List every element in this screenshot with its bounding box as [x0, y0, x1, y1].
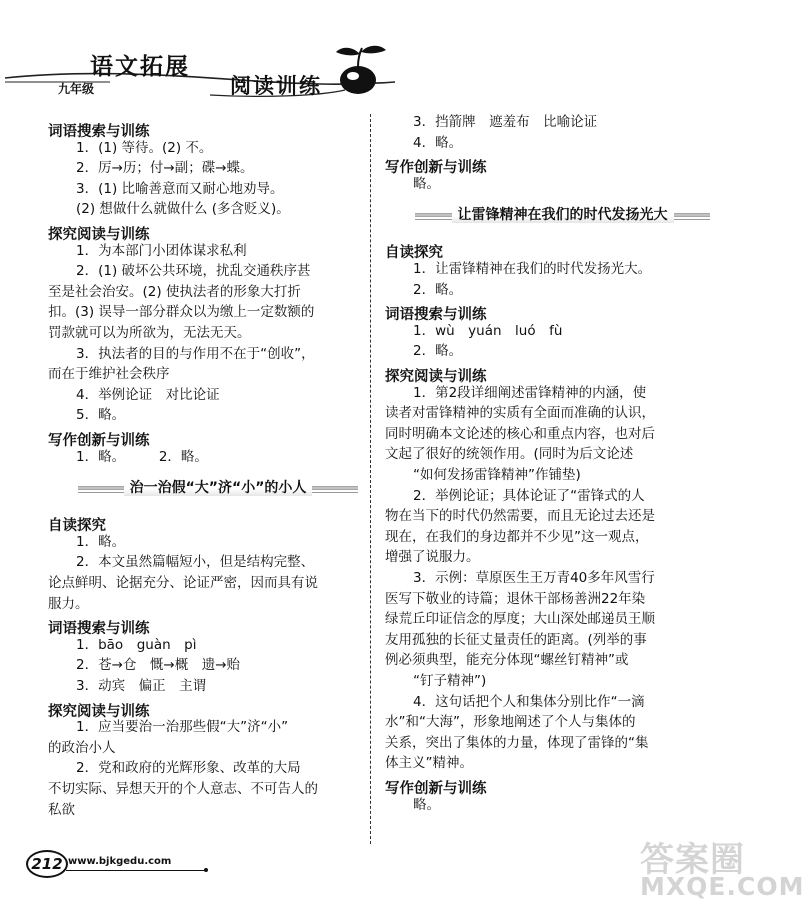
footer-url: www.bjkgedu.com	[68, 856, 172, 867]
answer-line: 4．举例论证 对比论证	[76, 386, 220, 403]
banner-text: 让雷锋精神在我们的时代发扬光大	[452, 207, 674, 223]
subtitle: 阅读训练	[230, 73, 322, 98]
section-heading: 探究阅读与训练	[48, 227, 150, 243]
answer-line: 1．略。 2．略。	[76, 448, 208, 465]
answer-line: “如何发扬雷锋精神”作铺垫)	[413, 467, 581, 483]
footer	[0, 840, 804, 901]
answer-line: 医写下敬业的诗篇；退休干部杨善洲22年染	[385, 590, 646, 607]
series-title: 语文拓展	[90, 53, 190, 80]
footer-rule	[66, 870, 206, 871]
answer-line: 友用孤独的长征丈量责任的距离。(列举的事	[385, 631, 647, 648]
section-heading: 探究阅读与训练	[385, 369, 487, 385]
section-heading: 词语搜索与训练	[48, 621, 150, 638]
banner-text: 治一治假“大”济“小”的小人	[124, 480, 313, 496]
answer-line: 文起了很好的统领作用。(同时为后文论述	[385, 446, 634, 463]
section-heading: 自读探究	[385, 245, 443, 262]
answer-line: 4．略。	[413, 134, 463, 151]
answer-line: 4．这句话把个人和集体分别比作“一滴	[413, 693, 645, 710]
answer-line: 略。	[413, 175, 440, 192]
section-heading: 词语搜索与训练	[385, 307, 487, 324]
answer-line: 私欲	[48, 801, 75, 818]
answer-line: 论点鲜明、论据充分、论证严密，因而具有说	[48, 575, 318, 591]
answer-line: 绿荒丘印证信念的厚度；大山深处邮递员王顺	[385, 611, 655, 628]
answer-line: 例必须典型，能充分体现“螺丝钉精神”或	[385, 652, 629, 669]
answer-line: 2．本文虽然篇幅短小，但是结构完整、	[76, 554, 315, 571]
answer-line: 水”和“大海”，形象地阐述了个人与集体的	[385, 714, 636, 731]
answer-line: 罚款就可以为所欲为，无法无天。	[48, 325, 251, 341]
column-divider	[370, 114, 372, 844]
answer-line: 扣。(3) 误导一部分群众以为缴上一定数额的	[48, 304, 315, 321]
section-heading: 词语搜索与训练	[48, 124, 150, 140]
answer-line: 3．挡箭牌 遮羞布 比喻论证	[413, 114, 598, 130]
answer-line: 而在于维护社会秩序	[48, 366, 170, 383]
section-heading: 探究阅读与训练	[48, 703, 150, 720]
grade-label: 九年级	[58, 82, 95, 96]
answer-line: 2．举例论证；具体论证了“雷锋式的人	[413, 487, 645, 504]
answer-line: 体主义”精神。	[385, 755, 473, 772]
answer-line: 1．略。	[76, 533, 126, 550]
answer-line: 同时明确本文论述的核心和重点内容，也对后	[385, 425, 655, 442]
answer-line: 5．略。	[76, 407, 126, 424]
answer-line: 1．让雷锋精神在我们的时代发扬光大。	[413, 261, 652, 277]
watermark-top: 答案圈	[640, 840, 745, 880]
footer-rule-dot	[204, 868, 208, 872]
answer-line: 服力。	[48, 595, 89, 612]
answer-line: 3．执法者的目的与作用不在于“创收”，	[76, 345, 315, 362]
answer-line: 读者对雷锋精神的实质有全面而准确的认识，	[385, 405, 655, 422]
answer-line: 的政治小人	[48, 739, 116, 756]
answer-line: “钉子精神”)	[413, 673, 487, 689]
answer-line: 2．党和政府的光辉形象、改革的大局	[76, 760, 301, 777]
watermark-domain: MXQE.COM	[640, 872, 804, 901]
article-title-banner	[78, 476, 358, 500]
answer-line: 关系，突出了集体的力量，体现了雷锋的“集	[385, 734, 649, 751]
answer-line: 3．示例：草原医生王万青40多年风雪行	[413, 570, 655, 586]
answer-line: 2．略。	[413, 343, 463, 360]
answer-line: 2．厉→历；付→副；碟→蝶。	[76, 160, 254, 177]
answer-line: 物在当下的时代仍然需要，而且无论过去还是	[385, 508, 655, 525]
answer-line: 至是社会治安。(2) 使执法者的形象大打折	[48, 283, 301, 300]
page-number-badge	[26, 850, 68, 878]
answer-line: 3．(1) 比喻善意而又耐心地劝导。	[76, 180, 284, 197]
section-heading: 写作创新与训练	[385, 781, 487, 797]
answer-line: 增强了说服力。	[385, 549, 480, 566]
answer-line: 1．为本部门小团体谋求私利	[76, 242, 247, 259]
right-column	[375, 0, 775, 900]
section-heading: 自读探究	[48, 518, 106, 535]
answer-line: 不切实际、异想天开的个人意志、不可告人的	[48, 781, 318, 797]
answer-line: 1．(1) 等待。(2) 不。	[76, 139, 213, 156]
answer-line: (2) 想做什么就做什么 (多含贬义)。	[76, 201, 290, 218]
answer-line: 现在，在我们的身边都并不少见”这一观点，	[385, 528, 649, 545]
answer-line: 1．应当要治一治那些假“大”济“小”	[76, 719, 289, 736]
answer-line: 1．bāo guàn pì	[76, 636, 197, 653]
answer-line: 1．wù yuán luó fù	[413, 322, 563, 339]
section-heading: 写作创新与训练	[385, 160, 487, 177]
section-heading: 写作创新与训练	[48, 433, 150, 449]
left-column	[0, 0, 370, 900]
answer-line: 2．苍→仓 慨→概 遗→贻	[76, 657, 241, 674]
answer-line: 略。	[413, 796, 440, 813]
page-number: 212	[31, 855, 63, 873]
answer-line: 2．(1) 破坏公共环境，扰乱交通秩序甚	[76, 263, 311, 280]
article-title-banner	[415, 203, 710, 227]
answer-line: 3．动宾 偏正 主谓	[76, 678, 207, 694]
answer-line: 1．第2段详细阐述雷锋精神的内涵，使	[413, 384, 647, 401]
answer-line: 2．略。	[413, 281, 463, 298]
